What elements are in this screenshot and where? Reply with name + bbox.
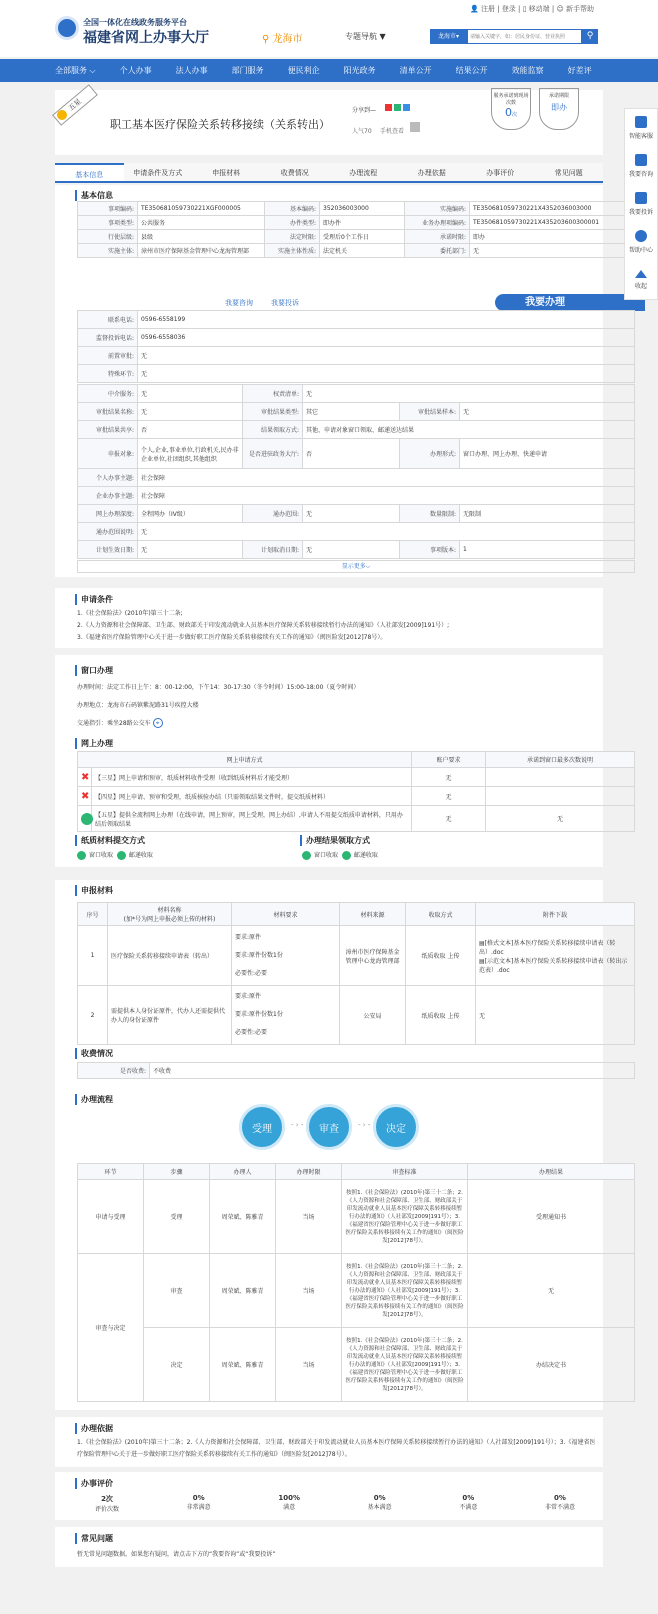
tab-faq[interactable]: 常见问题: [554, 169, 583, 177]
table-row: [78, 403, 635, 421]
cell: 无: [468, 1254, 635, 1328]
cross-icon: ✖: [81, 771, 90, 783]
medal-icon: [57, 110, 67, 120]
basis-text: 1.《社会保险法》(2010年)第三十二条；2.《人力资源和社会保障部、卫生部、财政部关于印发流动就业人员基本医疗保障关系转移接续暂行办法的通知》（人社部发[2009]191号）；3.《福建省医疗保险管理中心关于进一步做好职工医疗保险关系转移接续有关工作的通知》（闽医险发[2012]78号）。: [77, 1439, 596, 1458]
check-icon: [302, 851, 311, 860]
header-cell: 办理时限: [276, 1164, 342, 1180]
arrow-right-icon: - › -: [358, 1121, 371, 1129]
req-line: 必要性:必要: [235, 969, 268, 977]
window-title: 窗口办理: [75, 665, 113, 676]
cell: 县级: [138, 230, 265, 244]
emblem-logo: [55, 16, 79, 40]
cell: 【四星】网上申请、预审和受理，纸质核验办结（只需领取结果文件时，提交纸质材料）: [92, 787, 412, 806]
check-icon: [77, 851, 86, 860]
table-row: [78, 244, 636, 258]
search-button[interactable]: [582, 29, 598, 44]
nav-all-services[interactable]: 全部服务 ⌵: [55, 66, 96, 75]
table-row: [78, 1164, 635, 1180]
basic-info-section: [55, 185, 603, 577]
cell: 1: [460, 541, 635, 559]
arrow-right-icon: - › -: [291, 1121, 304, 1129]
table-row: [78, 347, 635, 365]
visits-label: 服务承诺到现场次数: [493, 93, 529, 106]
stat-item: 0% 不满意: [459, 1494, 478, 1511]
stat-item: 0% 非常不满意: [544, 1494, 575, 1511]
doc-icon: ▤: [479, 957, 485, 965]
cell: 窗口办理、网上办理、快递申请: [460, 439, 635, 469]
result-method-title: 办理结果领取方式: [300, 835, 370, 846]
side-complain[interactable]: 我要投诉: [625, 185, 657, 223]
cell: [486, 768, 635, 787]
cell: 承诺时限:: [405, 230, 470, 244]
stat-item: 100% 满意: [278, 1494, 300, 1511]
req-line: 必要性:必要: [235, 1029, 268, 1036]
cell: 个人办事主题:: [78, 469, 138, 487]
cell: 决定: [144, 1328, 210, 1402]
cell: 无: [470, 244, 636, 258]
window-traffic: [77, 718, 163, 728]
cell: 是否收费:: [78, 1063, 150, 1079]
cell: 即办件: [320, 216, 405, 230]
fees-title: 收费情况: [75, 1048, 113, 1059]
table-row: [78, 1063, 635, 1079]
table-row: [78, 768, 635, 787]
tab-basis[interactable]: 办理依据: [417, 169, 446, 177]
login-link[interactable]: 登录: [501, 5, 516, 13]
cell: 周荣斌、陈雅青: [210, 1180, 276, 1254]
cell: 公共服务: [138, 216, 265, 230]
popularity: 人气70: [352, 128, 372, 135]
chat-icon: [635, 154, 647, 166]
table-row: [78, 487, 635, 505]
header-cell: 材料要求: [232, 903, 340, 926]
cell: 审查: [144, 1254, 210, 1328]
cell: TE350681059730221XGF000005: [138, 202, 265, 216]
cell: 当场: [276, 1254, 342, 1328]
cell: 审批结果名称:: [78, 403, 138, 421]
cell: 2: [78, 986, 108, 1045]
process-title: 办理流程: [75, 1094, 113, 1105]
cell: 特殊环节:: [78, 365, 138, 383]
cell: 即办: [470, 230, 636, 244]
nav-results[interactable]: 结果公开: [455, 66, 488, 75]
cell: 漳州市医疗保障基金管理中心龙海管理部: [138, 244, 265, 258]
nav-personal[interactable]: 个人办事: [119, 66, 152, 75]
req-line: 要求:原件: [235, 933, 262, 941]
cell: TE350681059730221X435203600300001: [470, 216, 636, 230]
materials-title: 申报材料: [75, 885, 113, 896]
basis-title: 办理依据: [75, 1423, 113, 1434]
help-icon: [635, 230, 647, 242]
city-selector[interactable]: ⚲ 龙海市: [262, 34, 303, 45]
window-place: 办理地点：龙海市石码镇紫泥路31号疾控大楼: [77, 702, 199, 709]
cell: 办件类型:: [265, 216, 320, 230]
cell: 纸质收取 上传: [406, 986, 476, 1045]
side-consult[interactable]: 我要咨询: [625, 147, 657, 185]
cell: 事项类型:: [78, 216, 138, 230]
cell: 无: [460, 403, 635, 421]
table-row: [78, 1180, 635, 1254]
cell: 无: [303, 505, 400, 523]
logo-line1: 全国一体化在线政务服务平台: [83, 18, 187, 27]
wechat-icon[interactable]: [394, 104, 401, 111]
faq-text: 暂无常见问题数据。如果您有疑问，请点击下方的“我要咨询”或“我要投诉”: [77, 1551, 276, 1558]
window-section: [55, 655, 603, 867]
share-label: 分享到—: [352, 107, 377, 114]
download-link[interactable]: ▤[格式文本]基本医疗保险关系转移接续申请表（转出）.doc: [479, 939, 616, 956]
cell: 无: [303, 385, 635, 403]
cell: 公安局: [340, 986, 406, 1045]
nav-convenience[interactable]: 便民利企: [287, 66, 320, 75]
cell: 否: [303, 439, 400, 469]
cross-icon: ✖: [81, 790, 90, 802]
tab-conditions[interactable]: 申请条件及方式: [133, 169, 183, 177]
basic-table-3: [77, 384, 635, 559]
mobile-view[interactable]: 手机查看: [380, 128, 405, 135]
traffic-text: 交通指引：乘坐28路公交车: [77, 720, 151, 727]
list-item: 2.《人力资源和社会保障部、卫生部、财政部关于印发流动就业人员基本医疗保障关系转移接续暂行办法的通知》（人社部发[2009]191号）;: [77, 622, 450, 629]
register-link[interactable]: 👤 注册: [470, 5, 495, 13]
nav-department[interactable]: 部门服务: [231, 66, 264, 75]
tab-rating[interactable]: 办事评价: [486, 169, 515, 177]
float-complain[interactable]: 我要投诉: [271, 299, 299, 307]
header-cell: 网上申请方式: [78, 752, 412, 768]
cell: 业务办理项编码:: [405, 216, 470, 230]
cell: 前置审批:: [78, 347, 138, 365]
cell: 当场: [276, 1328, 342, 1402]
cell: 是否进驻政务大厅:: [243, 439, 303, 469]
rating-stats: [95, 1494, 575, 1513]
cell: 实施主体:: [78, 244, 138, 258]
qq-icon[interactable]: [403, 104, 410, 111]
list-item: 3.《福建省医疗保险管理中心关于进一步做好职工医疗保险关系转移接续有关工作的通知》（闽医险发[2012]78号）。: [77, 634, 387, 641]
cell: 无: [138, 541, 243, 559]
materials-section: [55, 880, 628, 1410]
cell: 受理后0个工作日: [320, 230, 405, 244]
conditions-title: 申请条件: [75, 594, 113, 605]
nav-supervision[interactable]: 效能监察: [511, 66, 544, 75]
cell: 网上办理深度:: [78, 505, 138, 523]
header-cell: 承诺到窗口最多次数说明: [486, 752, 635, 768]
header-cell: 账户要求: [412, 752, 486, 768]
cell: 法定机关: [320, 244, 405, 258]
cell: 其他、申请对象窗口领取、邮递送达结果: [303, 421, 635, 439]
detail-tabs: [55, 163, 603, 183]
cell: 通办范围说明:: [78, 523, 138, 541]
table-row: [78, 202, 636, 216]
cell: 无: [138, 385, 243, 403]
conditions-list: [77, 608, 597, 644]
header-cell: 收取方式: [406, 903, 476, 926]
cell: 数量限制:: [400, 505, 460, 523]
header-cell: 办理人: [210, 1164, 276, 1180]
search-input[interactable]: [467, 29, 582, 44]
option-label: 邮递收取: [128, 852, 153, 859]
side-toolbar: [624, 108, 658, 300]
search-scope-select[interactable]: 龙海市▾: [430, 29, 467, 44]
weibo-icon[interactable]: [385, 104, 392, 111]
table-row: [78, 329, 635, 347]
cell: 0596-6558199: [138, 311, 635, 329]
cell: 按照1.《社会保险法》(2010年)第三十二条；2.《人力资源和社会保障部、卫生部、财政部关于印发流动就业人员基本医疗保障关系转移接续暂行办法的通知》（人社部发[2009]191号）；3.《福建省医疗保险管理中心关于进一步做好职工医疗保险关系转移接续有关工作的通知》（闽医险发[2012]78号）。: [342, 1180, 468, 1254]
fees-table: [77, 1062, 635, 1079]
table-row: [78, 385, 635, 403]
nav-legal[interactable]: 法人办事: [175, 66, 208, 75]
table-row: [78, 230, 636, 244]
table-row: [78, 469, 635, 487]
materials-table: [77, 902, 635, 1045]
flow-step-review: 审查: [306, 1104, 352, 1150]
help-link[interactable]: ☺ 新手帮助: [556, 5, 594, 13]
faq-section: [55, 1527, 603, 1567]
cell: 计划生效日期:: [78, 541, 138, 559]
stat-item: 0% 基本满意: [367, 1494, 392, 1511]
cell: 按照1.《社会保险法》(2010年)第三十二条；2.《人力资源和社会保障部、卫生部、财政部关于印发流动就业人员基本医疗保障关系转移接续暂行办法的通知》（人社部发[2009]191号）；3.《福建省医疗保险管理中心关于进一步做好职工医疗保险关系转移接续有关工作的通知》（闽医险发[2012]78号）。: [342, 1328, 468, 1402]
header-cell: 材料名称 (加*号为网上申报必须上传的材料): [108, 903, 232, 926]
table-row: [78, 986, 635, 1045]
online-title: 网上办理: [75, 738, 113, 749]
main-nav: [0, 59, 658, 82]
cell: 352036003000: [320, 202, 405, 216]
cell: 审批结果共享:: [78, 421, 138, 439]
basic-table-1: [77, 201, 636, 258]
cell: 无: [412, 787, 486, 806]
cell: 受理通知书: [468, 1180, 635, 1254]
cell: 计划取消日期:: [243, 541, 303, 559]
topic-nav-dropdown[interactable]: 专题导航 ▼: [345, 32, 386, 41]
visits-box: [491, 88, 531, 130]
share-icons: [385, 104, 410, 111]
cell: 委托部门:: [405, 244, 470, 258]
cell: TE350681059730221X4352036003000: [470, 202, 636, 216]
cell: 监督投诉电话:: [78, 329, 138, 347]
qrcode-icon: [410, 122, 420, 132]
tab-fees[interactable]: 收费情况: [280, 169, 309, 177]
download-link[interactable]: ▤[示范文本]基本医疗保险关系转移接续申请表（转出示范表）.doc: [479, 957, 628, 974]
cell: 无: [486, 806, 635, 832]
option-label: 邮递收取: [353, 852, 378, 859]
cell: 周荣斌、陈雅青: [210, 1254, 276, 1328]
faq-title: 常见问题: [75, 1533, 113, 1544]
cell: 医疗保险关系转移接续申请表（转出）: [108, 926, 232, 986]
cell: 申请与受理: [78, 1180, 144, 1254]
map-pin-icon[interactable]: ⌖: [153, 718, 163, 728]
floating-actions: [225, 298, 299, 308]
cell: 审查与决定: [78, 1254, 144, 1402]
cell: 中介服务:: [78, 385, 138, 403]
table-row: [78, 365, 635, 383]
float-consult[interactable]: 我要咨询: [225, 299, 253, 307]
basis-section: [55, 1417, 603, 1467]
header-cell: 审查标准: [342, 1164, 468, 1180]
cell: 无: [138, 403, 243, 421]
stat-item: 0% 非常满意: [186, 1494, 211, 1511]
cell: 基本编码:: [265, 202, 320, 216]
cell: 全程网办（IV级）: [138, 505, 243, 523]
cell: 无: [138, 523, 635, 541]
cell: 无: [412, 768, 486, 787]
table-row: [78, 903, 635, 926]
cell: 【三星】网上申请和预审，纸质材料收件受理（收到纸质材料后才能受理）: [92, 768, 412, 787]
cell: 【五星】提供全流程网上办理（在线申请，网上预审，网上受理，网上办结）,申请人不用提交纸质申请材料，只用办结后领取结果: [92, 806, 412, 832]
cell: 社会保障: [138, 469, 635, 487]
cell: 无: [476, 986, 635, 1045]
cell: 漳州市医疗保障基金管理中心龙海管理部: [340, 926, 406, 986]
rating-title: 办事评价: [75, 1478, 113, 1489]
basic-table-2: [77, 310, 635, 383]
cell: 事项版本:: [400, 541, 460, 559]
chevron-up-icon: [635, 270, 647, 278]
table-row: [78, 421, 635, 439]
cell: 1: [78, 926, 108, 986]
cell: 纸质收取 上传: [406, 926, 476, 986]
header-cell: 材料来源: [340, 903, 406, 926]
cell: 权责清单:: [243, 385, 303, 403]
cell: 通办范围:: [243, 505, 303, 523]
table-row: [78, 1254, 635, 1328]
list-item: 1.《社会保险法》(2010年)第三十二条;: [77, 610, 183, 617]
cell: 联系电话:: [78, 311, 138, 329]
cell: 个人,企业,事业单位,行政机关,民办非企业单位,社团组织,其他组织: [138, 439, 243, 469]
req-line: 要求:原件: [235, 993, 262, 1000]
side-smart-service[interactable]: 智能客服: [625, 109, 657, 147]
nav-list[interactable]: 清单公开: [399, 66, 432, 75]
cell: [486, 787, 635, 806]
submit-method-title: 纸质材料提交方式: [75, 835, 145, 846]
cell: 实施主体性质:: [265, 244, 320, 258]
side-collapse[interactable]: 收起: [625, 261, 657, 299]
header-cell: 序号: [78, 903, 108, 926]
nav-sunshine[interactable]: 阳光政务: [343, 66, 376, 75]
logo-line2: 福建省网上办事大厅: [83, 30, 209, 46]
cell: 周荣斌、陈雅青: [210, 1328, 276, 1402]
side-help[interactable]: 帮助中心: [625, 223, 657, 261]
conditions-section: [55, 588, 603, 648]
cell: 事项编码:: [78, 202, 138, 216]
table-row: [78, 439, 635, 469]
result-options: [302, 850, 378, 860]
cell: 其它: [303, 403, 400, 421]
cell: 无: [412, 806, 486, 832]
cell: 按照1.《社会保险法》(2010年)第三十二条；2.《人力资源和社会保障部、卫生部、财政部关于印发流动就业人员基本医疗保障关系转移接续暂行办法的通知》（人社部发[2009]191号）；3.《福建省医疗保险管理中心关于进一步做好职工医疗保险关系转移接续有关工作的通知》（闽医险发[2012]78号）。: [342, 1254, 468, 1328]
cell: 企业办事主题:: [78, 487, 138, 505]
table-row: [78, 523, 635, 541]
table-row: [78, 752, 635, 768]
top-header: [0, 0, 658, 57]
search-icon: ⚲: [586, 31, 594, 41]
header-cell: 环节: [78, 1164, 144, 1180]
cell: 结果领取方式:: [243, 421, 303, 439]
stat-item: 2次 评价次数: [95, 1495, 120, 1513]
check-icon: [342, 851, 351, 860]
handle-value: 即办: [551, 103, 567, 112]
show-more-button[interactable]: 显示更多⌵: [77, 560, 635, 573]
cell: 行使层级:: [78, 230, 138, 244]
window-time: 办理时间：法定工作日上午：8：00-12:00，下午14：30-17:30（冬令时间）15:00-18:00（夏令时间）: [77, 684, 360, 691]
cell: 受理: [144, 1180, 210, 1254]
option-label: 窗口收取: [89, 852, 114, 859]
cell: 无: [303, 541, 400, 559]
flow-step-accept: 受理: [239, 1104, 285, 1150]
cell: 办理形式:: [400, 439, 460, 469]
header-cell: 附件下载: [476, 903, 635, 926]
rating-section: [55, 1472, 603, 1520]
cell: 审批结果样本:: [400, 403, 460, 421]
online-table: [77, 751, 635, 832]
table-row: [78, 311, 635, 329]
complaint-icon: [635, 192, 647, 204]
table-row: [78, 1328, 635, 1402]
page-title: 职工基本医疗保险关系转移接续（关系转出）: [110, 118, 330, 131]
header-links: 👤 注册 | 登录 | ▯ 移动端 | ☺ 新手帮助: [470, 5, 594, 13]
nav-rating[interactable]: 好差评: [567, 66, 592, 75]
process-table: [77, 1163, 635, 1402]
cell: 否: [138, 421, 243, 439]
table-row: [78, 926, 635, 986]
option-label: 窗口收取: [314, 852, 339, 859]
cell: 无: [138, 365, 635, 383]
check-icon: [117, 851, 126, 860]
location-pin-icon: ⚲: [262, 34, 270, 45]
table-row: [78, 541, 635, 559]
star-badge: 五星: [52, 84, 98, 126]
cell: 当场: [276, 1180, 342, 1254]
cell: 办结决定书: [468, 1328, 635, 1402]
cell: 无: [138, 347, 635, 365]
table-row: [78, 216, 636, 230]
submit-options: [77, 850, 153, 860]
flow-step-decide: 决定: [373, 1104, 419, 1150]
handle-label: 承诺期限: [548, 93, 569, 99]
handle-box: [539, 88, 579, 130]
table-row: [78, 505, 635, 523]
basic-info-title: 基本信息: [75, 190, 113, 201]
check-circle-icon: [81, 813, 93, 825]
cell: 审批结果类型:: [243, 403, 303, 421]
req-line: 要求:原件份数1份: [235, 1011, 283, 1018]
cell: 需提供本人身份证原件，代办人还需提供代办人的身份证原件: [108, 986, 232, 1045]
cell: 实施编码:: [405, 202, 470, 216]
header-cell: 步骤: [144, 1164, 210, 1180]
apply-now-button[interactable]: 我要办理: [495, 294, 645, 311]
cell: 无限制: [460, 505, 635, 523]
mobile-link[interactable]: ▯ 移动端: [522, 5, 550, 13]
robot-icon: [635, 116, 647, 128]
req-line: 要求:原件份数1份: [235, 951, 283, 959]
cell: 法定时限:: [265, 230, 320, 244]
tab-process[interactable]: 办理流程: [349, 169, 378, 177]
cell: 不收费: [150, 1063, 635, 1079]
doc-icon: ▤: [479, 939, 485, 947]
visits-value: 0次: [504, 106, 517, 119]
cell: 申报对象:: [78, 439, 138, 469]
cell: 0596-6558036: [138, 329, 635, 347]
header-cell: 办理结果: [468, 1164, 635, 1180]
cell: 社会保障: [138, 487, 635, 505]
table-row: [78, 806, 635, 832]
tab-basic[interactable]: 基本信息: [55, 163, 124, 181]
item-header: [55, 90, 603, 155]
table-row: [78, 787, 635, 806]
tab-materials[interactable]: 申报材料: [212, 169, 241, 177]
